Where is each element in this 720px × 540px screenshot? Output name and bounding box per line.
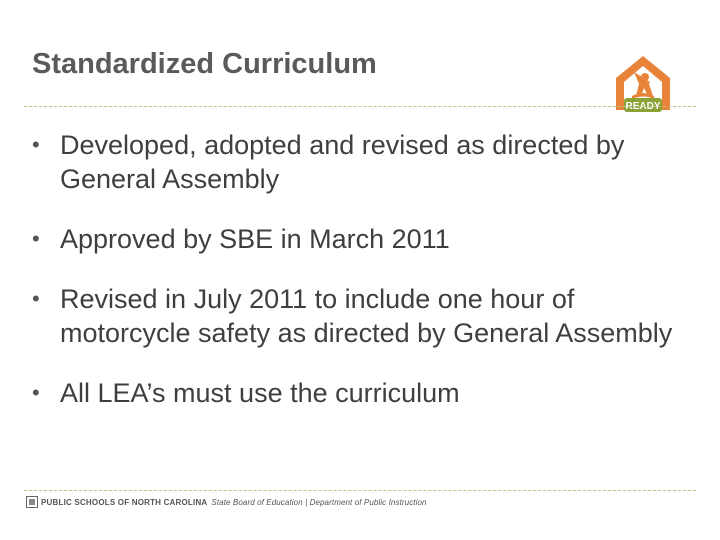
bullet-icon: •: [32, 380, 40, 405]
bullet-text: Revised in July 2011 to include one hour of motorcycle safety as directed by General Assembly: [60, 284, 673, 348]
list-item: [30, 376, 700, 410]
top-divider: [24, 106, 696, 107]
bullet-list: [30, 128, 700, 436]
nc-schools-icon: [26, 496, 38, 508]
bullet-text: Developed, adopted and revised as directed by General Assembly: [60, 130, 625, 194]
bullet-text: All LEA’s must use the curriculum: [60, 378, 460, 408]
slide-title: Standardized Curriculum: [32, 48, 377, 80]
list-item: [30, 282, 700, 350]
logo-text: READY: [625, 101, 661, 112]
bullet-icon: •: [32, 226, 40, 251]
bullet-text: Approved by SBE in March 2011: [60, 224, 450, 254]
ready-logo-icon: [612, 52, 674, 118]
footer: [26, 494, 427, 510]
list-item: [30, 222, 700, 256]
bullet-icon: •: [32, 132, 40, 157]
footer-sub: State Board of Education | Department of Public Instruction: [211, 497, 427, 507]
footer-org: PUBLIC SCHOOLS OF NORTH CAROLINA: [41, 497, 208, 507]
bullet-icon: •: [32, 286, 40, 311]
list-item: [30, 128, 700, 196]
bottom-divider: [24, 490, 696, 491]
